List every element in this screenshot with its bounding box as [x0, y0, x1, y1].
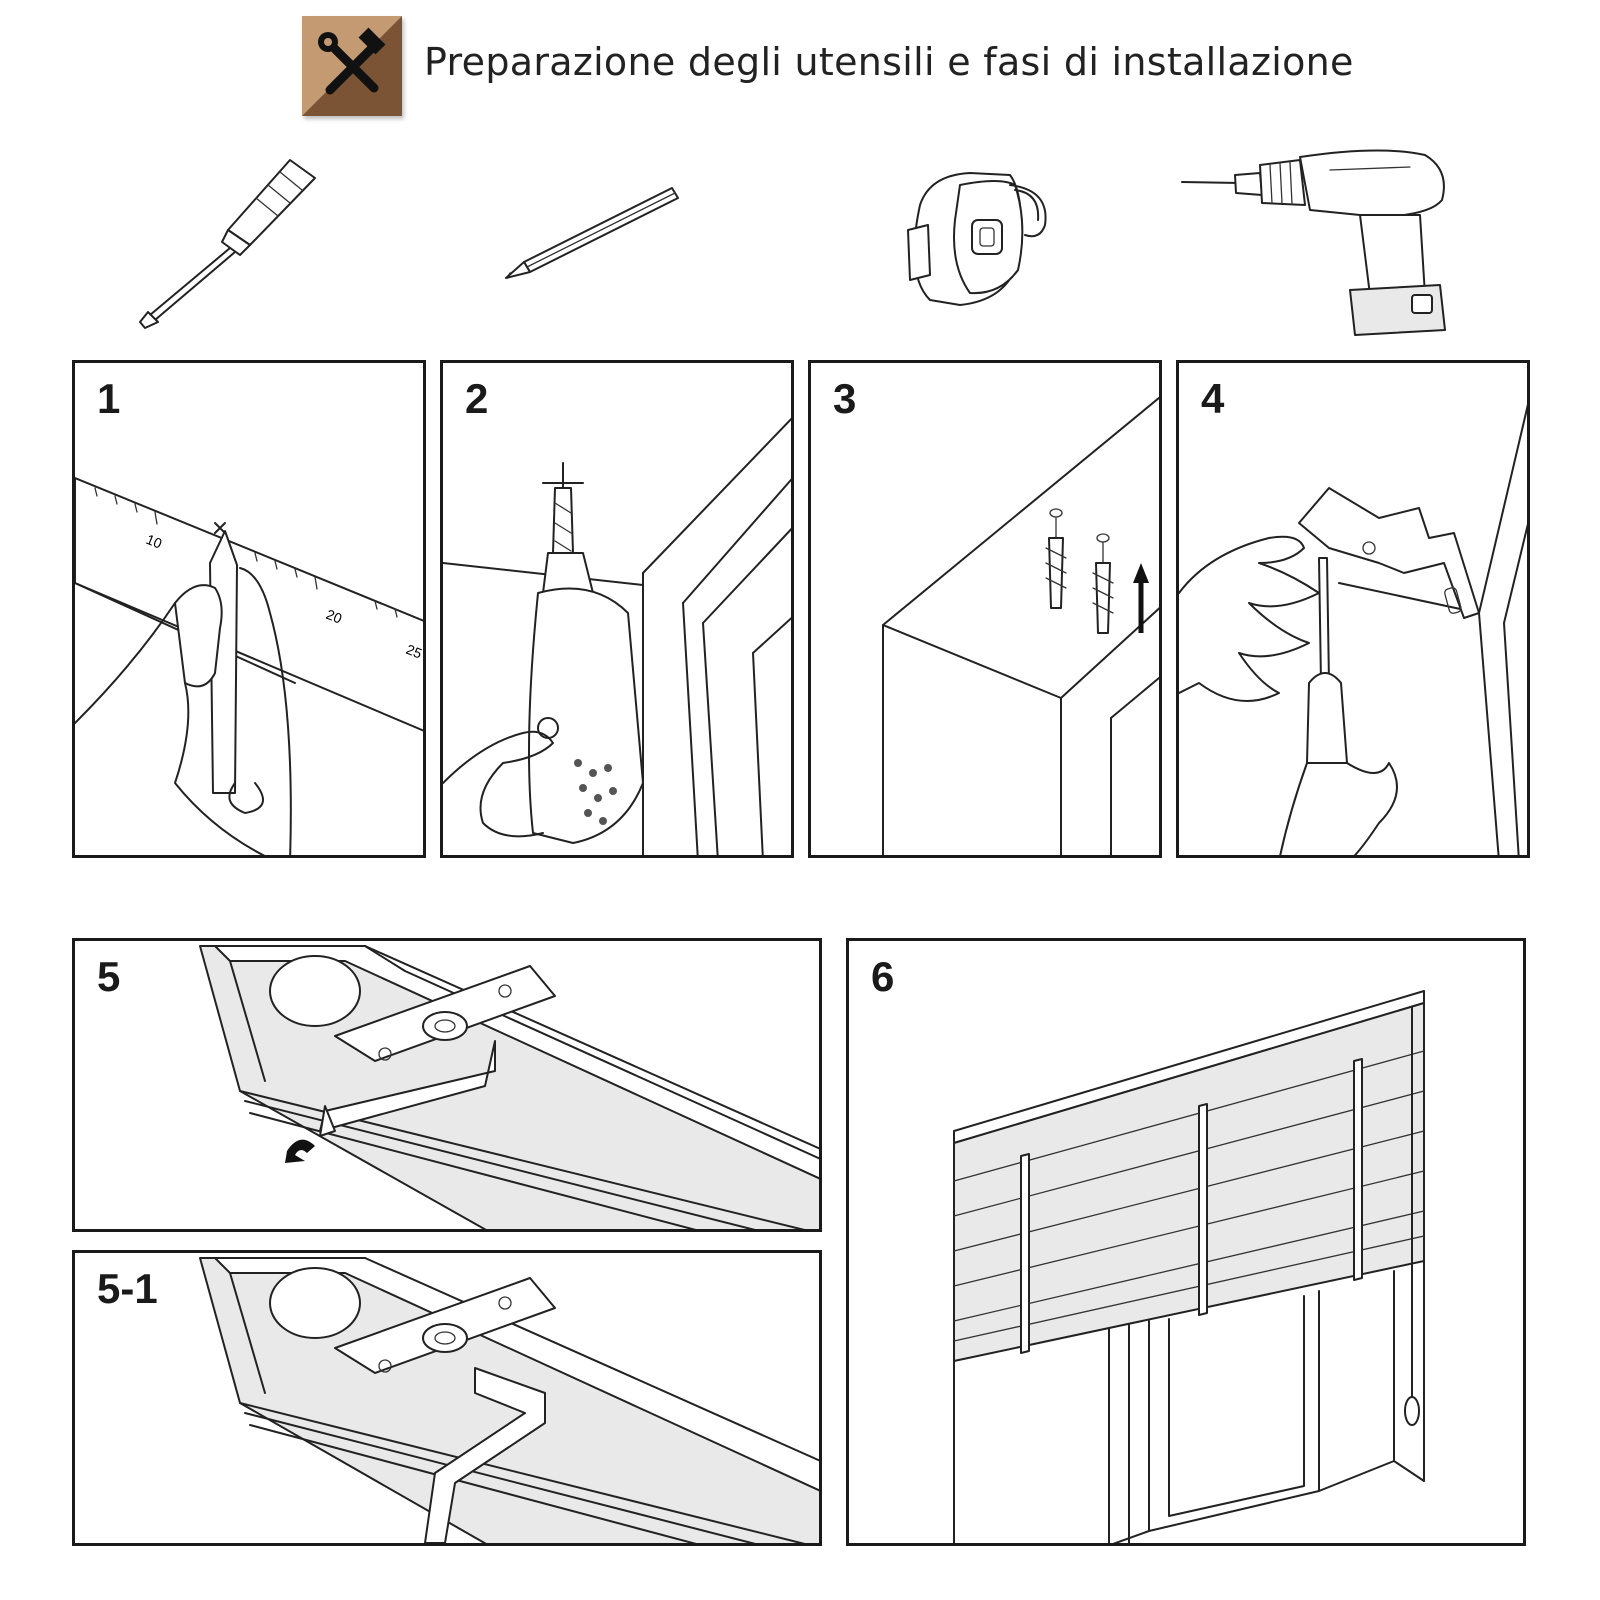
tools-icon: [302, 16, 402, 116]
step-1-panel: [72, 360, 426, 858]
step-number: 1: [93, 375, 124, 423]
ruler-label-25: 25: [403, 640, 425, 662]
step-number: 2: [461, 375, 492, 423]
step-5-panel: [72, 938, 822, 1232]
step-2-panel: [440, 360, 794, 858]
step-4-panel: [1176, 360, 1530, 858]
step-3-panel: [808, 360, 1162, 858]
page-title: Preparazione degli utensili e fasi di installazione: [424, 40, 1354, 84]
pencil-icon: [500, 180, 690, 290]
tape-measure-icon: [900, 165, 1080, 315]
step-number: 3: [829, 375, 860, 423]
ruler-label-20: 20: [323, 605, 345, 627]
step-number: 6: [867, 953, 898, 1001]
step-5-1-panel: [72, 1250, 822, 1546]
screwdriver-icon: [130, 150, 330, 330]
step-number: 5: [93, 953, 124, 1001]
step-6-panel: [846, 938, 1526, 1546]
cordless-drill-icon: [1180, 145, 1480, 345]
ruler-label-10: 10: [143, 530, 165, 552]
step-number: 4: [1197, 375, 1228, 423]
step-number: 5-1: [93, 1265, 162, 1313]
